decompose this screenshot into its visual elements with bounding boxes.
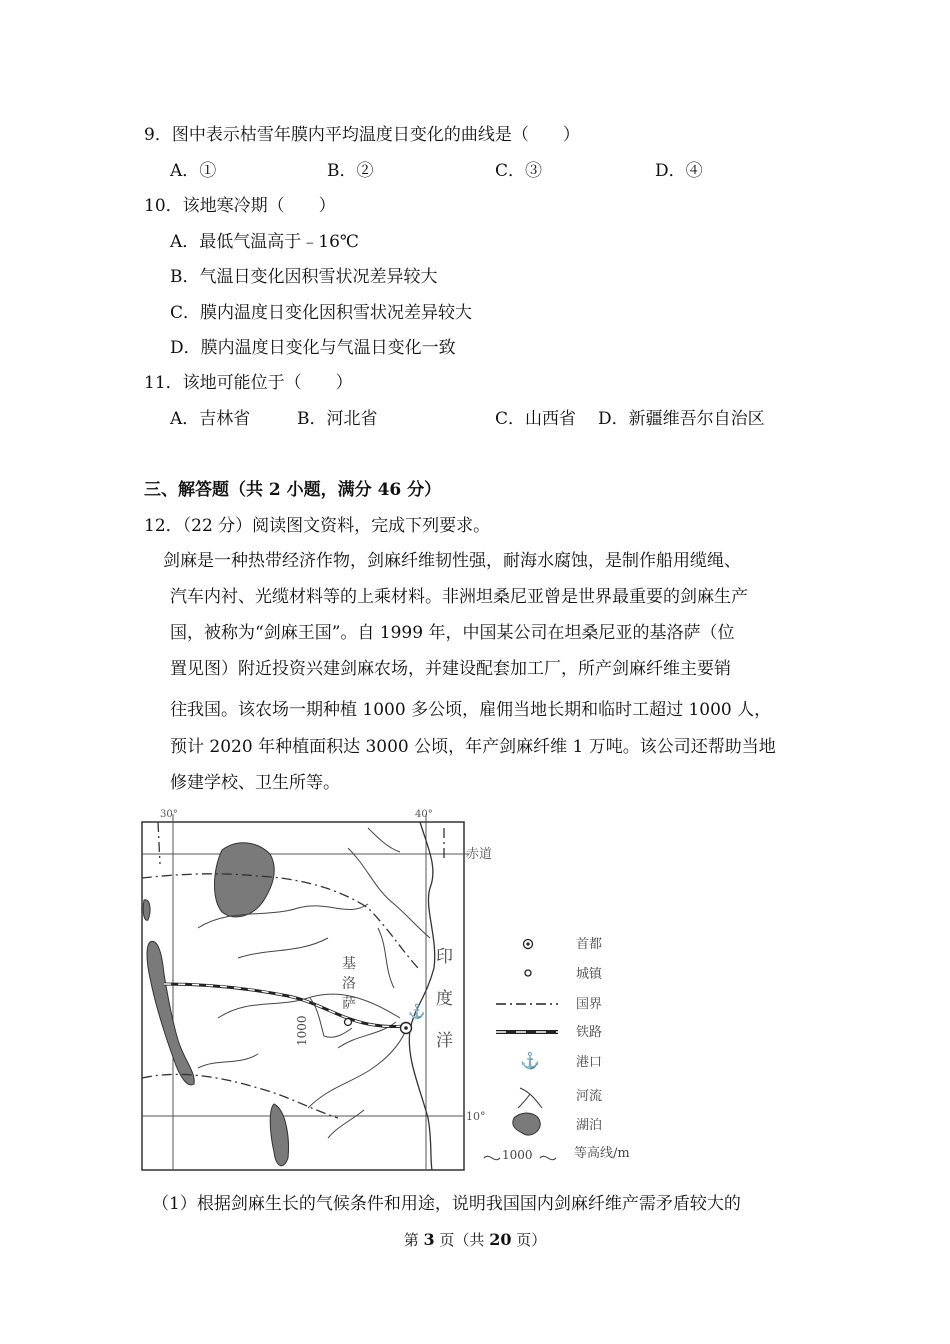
legend-town-label: 城镇 [576,967,603,982]
lake-tanganyika [147,941,194,1084]
q9-option-c: C．③ [495,161,543,181]
port-anchor-icon: ⚓ [408,1004,426,1020]
railway-inner [164,984,408,1027]
q10-option-c: C．膜内温度日变化因积雪状况差异较大 [170,303,473,323]
lake-malawi [270,1104,288,1166]
footer-post: 页） [511,1231,547,1249]
legend-contour-label: 等高线/m [574,1146,630,1161]
legend-port-icon: ⚓ [520,1051,540,1070]
q10-option-d: D．膜内温度日变化与气温日变化一致 [170,338,456,358]
passage-line-1: 剑麻是一种热带经济作物，剑麻纤维韧性强，耐海水腐蚀，是制作船用缆绳、 [163,551,741,571]
section-3-heading: 三、解答题（共 2 小题，满分 46 分） [144,480,442,500]
question-11-stem: 11．该地可能位于（ ） [144,373,353,393]
passage-line-7: 修建学校、卫生所等。 [170,773,340,793]
lon-40-label: 40° [415,809,433,820]
lat-10-label: 10° [466,1110,486,1123]
legend-border-label: 国界 [576,997,603,1012]
legend-contour-number: 1000 [502,1148,533,1162]
footer-total-pages: 20 [489,1230,512,1249]
railway [164,984,408,1027]
legend-contour-icon-right [540,1156,556,1159]
legend-lake-icon [513,1113,541,1135]
q9-option-a: A．① [170,161,217,181]
passage-line-5: 往我国。该农场一期种植 1000 多公顷，雇佣当地长期和临时工超过 1000 人， [170,700,772,720]
tanzania-map-figure [138,808,652,1180]
kilosa-char-3: 萨 [342,996,356,1012]
ocean-char-2: 度 [436,989,453,1009]
q9-option-b: B．② [327,161,374,181]
ocean-char-1: 印 [436,947,453,967]
q11-option-a: A．吉林省 [170,409,251,429]
footer-page-number: 3 [423,1230,435,1249]
page-footer [0,1229,950,1250]
legend-railway-label: 铁路 [576,1025,603,1040]
legend-port-label: 港口 [576,1055,603,1070]
kilosa-town-marker [345,1019,352,1026]
map-legend [484,936,630,1162]
passage-line-3: 国，被称为“剑麻王国”。自 1999 年，中国某公司在坦桑尼亚的基洛萨（位 [170,623,735,643]
ocean-char-3: 洋 [436,1031,453,1051]
passage-line-2: 汽车内衬、光缆材料等的上乘材料。非洲坦桑尼亚曾是世界最重要的剑麻生产 [170,587,748,607]
q11-option-b: B．河北省 [297,409,378,429]
legend-town-icon [525,970,531,976]
q10-option-b: B．气温日变化因积雪状况差异较大 [170,267,438,287]
capital-dot [404,1026,408,1030]
question-12-stem: 12．（22 分）阅读图文资料，完成下列要求。 [144,516,491,536]
question-9-stem: 9．图中表示枯雪年膜内平均温度日变化的曲线是（ ） [144,125,580,145]
kilosa-char-2: 洛 [342,976,356,992]
contour-label-on-map: 1000 [295,1015,309,1046]
legend-contour-icon-left [484,1156,500,1159]
q11-option-d: D．新疆维吾尔自治区 [598,409,765,429]
question-12-sub-1: （1）根据剑麻生长的气候条件和用途，说明我国国内剑麻纤维产需矛盾较大的 [152,1194,741,1214]
legend-river-icon [518,1088,542,1108]
coastline [409,822,434,1170]
q10-option-a: A．最低气温高于﹣16℃ [170,232,359,252]
lake-kivu [143,900,150,920]
kilosa-char-1: 基 [342,956,356,972]
equator-label: 赤道 [466,847,493,862]
q9-option-d: D．④ [655,161,703,181]
lake-victoria [215,843,275,917]
passage-line-6: 预计 2020 年种植面积达 3000 公顷，年产剑麻纤维 1 万吨。该公司还帮助当地 [170,737,776,757]
question-10-stem: 10．该地寒冷期（ ） [144,196,336,216]
legend-lake-label: 湖泊 [576,1118,603,1133]
lon-30-label: 30° [160,809,178,820]
footer-mid: 页（共 [434,1231,490,1249]
footer-pre: 第 [403,1231,424,1249]
legend-capital-label: 首都 [576,937,603,952]
passage-line-4: 置见图）附近投资兴建剑麻农场，并建设配套加工厂，所产剑麻纤维主要销 [170,659,731,679]
legend-river-label: 河流 [576,1089,603,1104]
q11-option-c: C．山西省 [495,409,577,429]
